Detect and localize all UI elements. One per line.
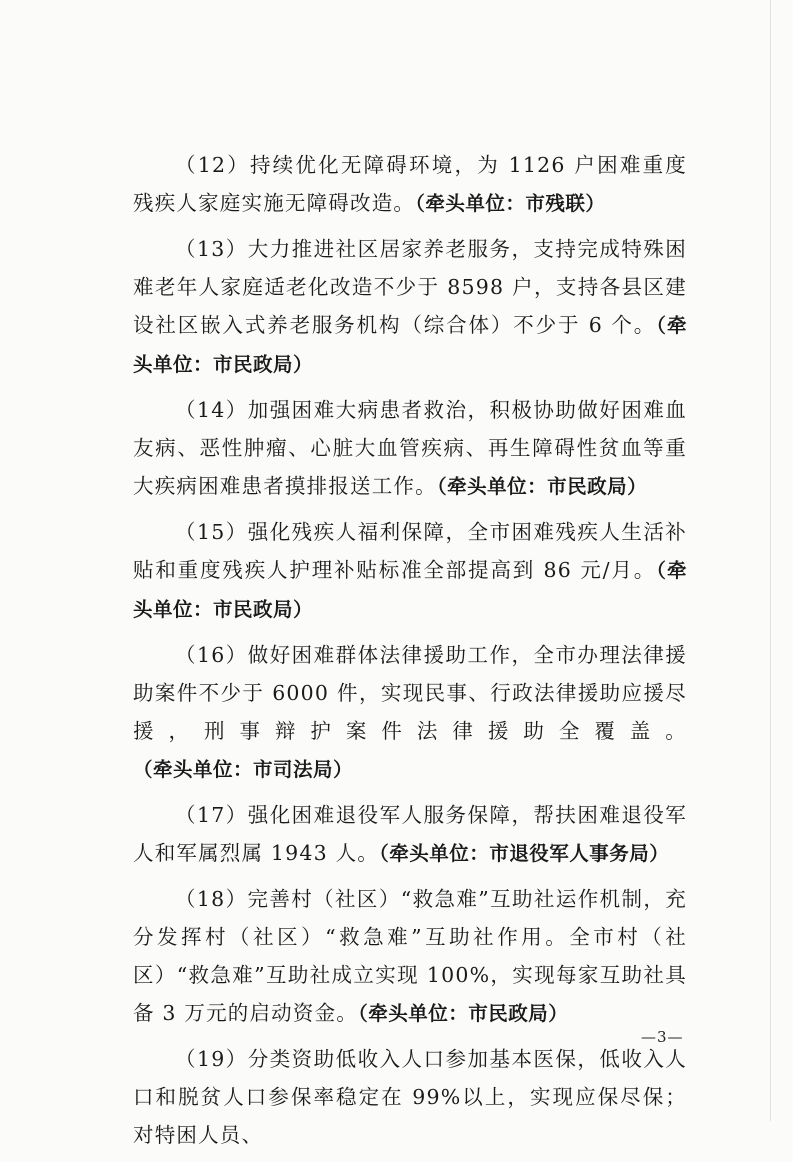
paragraph-12-text: （12）持续优化无障碍环境，为 1126 户困难重度残疾人家庭实施无障碍改造。 <box>133 153 687 215</box>
document-body <box>133 146 687 1162</box>
paragraph-15 <box>133 513 687 629</box>
paragraph-18 <box>133 880 687 1033</box>
paragraph-14-lead-unit: （牵头单位：市民政局） <box>436 475 648 498</box>
paragraph-17-lead-unit: （牵头单位：市退役军人事务局） <box>379 842 670 865</box>
paragraph-12 <box>133 146 687 223</box>
page-number: —3— <box>641 1028 684 1046</box>
paragraph-16 <box>133 636 687 789</box>
paragraph-16-lead-unit: （牵头单位：市司法局） <box>133 758 354 781</box>
paragraph-19-text: （19）分类资助低收入人口参加基本医保，低收入人口和脱贫人口参保率稳定在 99%以上，实现应保尽保；对特困人员、 <box>133 1047 687 1147</box>
paragraph-14 <box>133 391 687 506</box>
paragraph-14-text: （14）加强困难大病患者救治，积极协助做好困难血友病、恶性肿瘤、心脏大血管疾病、再生障碍性贫血等重大疾病困难患者摸排报送工作。 <box>133 398 687 498</box>
paragraph-19 <box>133 1040 687 1155</box>
paragraph-18-text: （18）完善村（社区）“救急难”互助社运作机制，充分发挥村（社区）“救急难”互助社作用。全市村（社区）“救急难”互助社成立实现 100%，实现每家互助社具备 3 万元的启动资金。 <box>133 887 687 1025</box>
paragraph-13 <box>133 230 687 384</box>
paragraph-17 <box>133 796 687 873</box>
paragraph-12-lead-unit: （牵头单位：市残联） <box>415 192 606 215</box>
paragraph-18-lead-unit: （牵头单位：市民政局） <box>357 1002 569 1025</box>
paragraph-16-text: （16）做好困难群体法律援助工作，全市办理法律援助案件不少于 6000 件，实现民事、行政法律援助应援尽援，刑事辩护案件法律援助全覆盖。 <box>133 643 687 743</box>
paragraph-17-text: （17）强化困难退役军人服务保障，帮扶困难退役军人和军属烈属 1943 人。 <box>133 803 687 865</box>
paragraph-13-lead-unit: （牵头单位：市民政局） <box>133 314 687 376</box>
scan-edge-line <box>770 0 771 1121</box>
paragraph-15-lead-unit: （牵头单位：市民政局） <box>133 559 687 621</box>
paragraph-15-text: （15）强化残疾人福利保障，全市困难残疾人生活补贴和重度残疾人护理补贴标准全部提高到 86 元/月。 <box>133 520 687 582</box>
paragraph-13-text: （13）大力推进社区居家养老服务，支持完成特殊困难老年人家庭适老化改造不少于 8598 户，支持各县区建设社区嵌入式养老服务机构（综合体）不少于 6 个。 <box>133 237 687 337</box>
